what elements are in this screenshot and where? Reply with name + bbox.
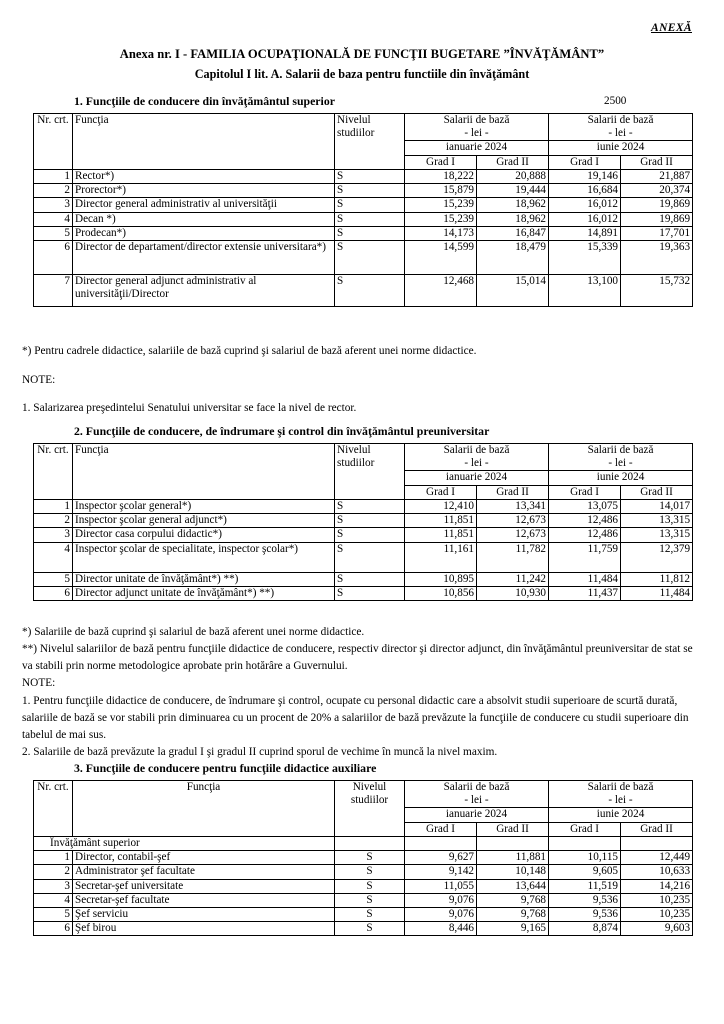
cell-iun-grad-1: 13,100: [549, 274, 621, 306]
cell-iun-grad-1: 11,484: [549, 572, 621, 586]
section-2-heading: 2. Funcţiile de conducere, de îndrumare şi control din învăţământul preuniversitar: [74, 424, 490, 438]
note-double-asterisk: **) Nivelul salariilor de bază pentru funcţiile didactice de conducere, respectiv director şi director adjunct, din învăţământul preuniversitar de stat se va stabili prin norme metodologice aprobate prin hotărâre a Guvernului.: [22, 643, 693, 673]
note-item-1: 1. Pentru funcţiile didactice de conducere, de îndrumare şi control, ocupate cu personal didactic care a absolvit studii superioare de scurtă durată, salariile de bază se vor stabili prin diminuarea cu un procent de 20% a salariilor de bază prevăzute la funcţiile de conducere cu studii superioare din tabelul de mai sus.: [22, 694, 689, 741]
nivel-line-2: studiilor: [337, 457, 375, 470]
table-row: [34, 514, 693, 528]
col-header-salarii-iunie-group: [549, 444, 693, 471]
col-header-ian-grad-2: Grad II: [477, 485, 549, 499]
cell-ian-grad-1: 10,895: [405, 572, 477, 586]
table-row: [34, 907, 693, 921]
cell-iun-grad-2: 10,633: [621, 865, 693, 879]
note-asterisk: *) Pentru cadrele didactice, salariile de bază cuprind şi salariul de bază aferent unei norme didactice.: [22, 345, 477, 358]
cell-ian-grad-2: 18,962: [477, 212, 549, 226]
group-filler-iun-g2: [621, 836, 693, 850]
cell-functia: Prodecan*): [73, 226, 335, 240]
cell-ian-grad-2: 10,148: [477, 865, 549, 879]
cell-nivel: S: [335, 514, 405, 528]
cell-nr: 5: [34, 907, 73, 921]
cell-iun-grad-1: 16,684: [549, 184, 621, 198]
col-header-nivel-studiilor: [335, 444, 405, 500]
table-header: [34, 781, 693, 837]
cell-iun-grad-2: 19,869: [621, 198, 693, 212]
col-header-ian-grad-2: Grad II: [477, 155, 549, 169]
col-header-iunie-2024: iunie 2024: [549, 808, 693, 822]
note-item-1: 1. Salarizarea preşedintelui Senatului universitar se face la nivel de rector.: [22, 402, 357, 415]
cell-ian-grad-2: 19,444: [477, 184, 549, 198]
table-row: [34, 572, 693, 586]
cell-nr: 2: [34, 184, 73, 198]
cell-nr: 5: [34, 226, 73, 240]
cell-iun-grad-1: 9,536: [549, 907, 621, 921]
cell-nivel: S: [335, 542, 405, 572]
note-asterisk: *) Salariile de bază cuprind şi salariul de bază aferent unei norme didactice.: [22, 626, 365, 638]
col-header-nr: Nr. crt.: [34, 444, 73, 500]
col-header-nivel-studiilor: [335, 114, 405, 170]
cell-nivel: S: [335, 865, 405, 879]
cell-ian-grad-1: 9,076: [405, 893, 477, 907]
cell-ian-grad-1: 12,410: [405, 499, 477, 513]
cell-nivel: S: [335, 184, 405, 198]
table-row: [34, 240, 693, 274]
cell-iun-grad-1: 8,874: [549, 922, 621, 936]
table-row: [34, 851, 693, 865]
cell-nivel: S: [335, 586, 405, 600]
cell-functia: Secretar-şef facultate: [73, 893, 335, 907]
cell-ian-grad-2: 13,341: [477, 499, 549, 513]
table-row: [34, 893, 693, 907]
cell-nivel: S: [335, 528, 405, 542]
anexa-label: ANEXĂ: [651, 22, 692, 34]
cell-functia: Inspector şcolar general adjunct*): [73, 514, 335, 528]
cell-iun-grad-2: 19,363: [621, 240, 693, 274]
cell-nr: 1: [34, 499, 73, 513]
table-functii-didactice-auxiliare: [33, 780, 693, 936]
cell-ian-grad-1: 11,161: [405, 542, 477, 572]
col-header-salarii-ianuarie-group: [405, 781, 549, 808]
lei-label: - lei -: [608, 457, 633, 470]
table-row: [34, 184, 693, 198]
col-header-nr: Nr. crt.: [34, 114, 73, 170]
col-header-salarii-ianuarie-group: [405, 444, 549, 471]
cell-nr: 2: [34, 865, 73, 879]
lei-label: - lei -: [464, 127, 489, 140]
cell-nr: 3: [34, 879, 73, 893]
cell-functia: Director, contabil-şef: [73, 851, 335, 865]
cell-functia: Director de departament/director extensie universitara*): [73, 240, 335, 274]
cell-iun-grad-2: 10,235: [621, 907, 693, 921]
cell-iun-grad-1: 10,115: [549, 851, 621, 865]
col-header-iun-grad-2: Grad II: [621, 822, 693, 836]
cell-ian-grad-1: 10,856: [405, 586, 477, 600]
col-header-iun-grad-1: Grad I: [549, 485, 621, 499]
cell-nivel: S: [335, 499, 405, 513]
cell-nivel: S: [335, 893, 405, 907]
cell-ian-grad-1: 9,142: [405, 865, 477, 879]
cell-ian-grad-1: 11,055: [405, 879, 477, 893]
cell-nivel: S: [335, 572, 405, 586]
cell-functia: Şef serviciu: [73, 907, 335, 921]
col-header-nr: Nr. crt.: [34, 781, 73, 837]
salarii-label: Salarii de bază: [587, 444, 654, 456]
cell-functia: Director general adjunct administrativ al universităţii/Director: [73, 274, 335, 306]
cell-nr: 1: [34, 851, 73, 865]
nivel-line-1: Nivelul: [337, 114, 371, 126]
cell-ian-grad-1: 9,076: [405, 907, 477, 921]
salarii-label: Salarii de bază: [587, 114, 654, 126]
col-header-salarii-iunie-group: [549, 114, 693, 141]
col-header-nivel-studiilor: [335, 781, 405, 837]
group-label-invatamant-superior: Învăţământ superior: [34, 836, 335, 850]
nivel-line-1: Nivelul: [352, 781, 387, 793]
col-header-functia: Funcţia: [73, 781, 335, 837]
cell-nivel: S: [335, 212, 405, 226]
cell-nr: 5: [34, 572, 73, 586]
cell-nr: 6: [34, 586, 73, 600]
salarii-label: Salarii de bază: [443, 781, 510, 793]
cell-ian-grad-1: 12,468: [405, 274, 477, 306]
cell-nivel: S: [335, 226, 405, 240]
cell-functia: Director general administrativ al universităţii: [73, 198, 335, 212]
cell-iun-grad-2: 11,812: [621, 572, 693, 586]
cell-nr: 2: [34, 514, 73, 528]
cell-ian-grad-2: 18,479: [477, 240, 549, 274]
lei-label: - lei -: [608, 127, 633, 140]
cell-ian-grad-2: 9,768: [477, 907, 549, 921]
cell-functia: Director casa corpului didactic*): [73, 528, 335, 542]
cell-nivel: S: [335, 274, 405, 306]
col-header-ian-grad-1: Grad I: [405, 485, 477, 499]
cell-nr: 4: [34, 212, 73, 226]
section-1-notes: [22, 332, 704, 428]
nivel-line-2: studiilor: [337, 127, 375, 140]
cell-ian-grad-1: 15,239: [405, 212, 477, 226]
lei-label: - lei -: [464, 457, 489, 470]
note-item-2: 2. Salariile de bază prevăzute la gradul I şi gradul II cuprind sporul de vechime în muncă la nivel maxim.: [22, 746, 498, 759]
col-header-ianuarie-2024: ianuarie 2024: [405, 808, 549, 822]
table-row: [34, 586, 693, 600]
cell-ian-grad-2: 9,165: [477, 922, 549, 936]
cell-iun-grad-1: 12,486: [549, 528, 621, 542]
cell-iun-grad-1: 9,605: [549, 865, 621, 879]
cell-iun-grad-2: 9,603: [621, 922, 693, 936]
cell-iun-grad-2: 13,315: [621, 514, 693, 528]
cell-nivel: S: [335, 851, 405, 865]
cell-nivel: S: [335, 169, 405, 183]
cell-functia: Director unitate de învăţământ*) **): [73, 572, 335, 586]
cell-iun-grad-1: 11,519: [549, 879, 621, 893]
cell-iun-grad-2: 14,017: [621, 499, 693, 513]
cell-nr: 7: [34, 274, 73, 306]
cell-iun-grad-2: 21,887: [621, 169, 693, 183]
cell-ian-grad-1: 14,173: [405, 226, 477, 240]
cell-ian-grad-2: 12,673: [477, 514, 549, 528]
cell-iun-grad-2: 20,374: [621, 184, 693, 198]
col-header-iunie-2024: iunie 2024: [549, 141, 693, 155]
table-row: [34, 212, 693, 226]
cell-functia: Decan *): [73, 212, 335, 226]
col-header-iunie-2024: iunie 2024: [549, 471, 693, 485]
cell-ian-grad-2: 20,888: [477, 169, 549, 183]
lei-label: - lei -: [608, 794, 633, 807]
cell-functia: Director adjunct unitate de învăţământ*) **): [73, 586, 335, 600]
col-header-iun-grad-1: Grad I: [549, 822, 621, 836]
cell-functia: Rector*): [73, 169, 335, 183]
cell-nr: 3: [34, 528, 73, 542]
cell-ian-grad-2: 15,014: [477, 274, 549, 306]
table-row: [34, 542, 693, 572]
cell-ian-grad-2: 9,768: [477, 893, 549, 907]
cell-iun-grad-1: 19,146: [549, 169, 621, 183]
cell-iun-grad-2: 13,315: [621, 528, 693, 542]
table-row: [34, 226, 693, 240]
nivel-line-1: Nivelul: [337, 444, 371, 456]
table-row: [34, 198, 693, 212]
cell-iun-grad-1: 9,536: [549, 893, 621, 907]
page-subtitle: Capitolul I lit. A. Salarii de baza pentru functiile din învăţământ: [194, 67, 530, 81]
table-row: [34, 169, 693, 183]
table-row: [34, 922, 693, 936]
group-filler-ian-g2: [477, 836, 549, 850]
salarii-label: Salarii de bază: [443, 114, 510, 126]
cell-ian-grad-2: 13,644: [477, 879, 549, 893]
nivel-line-2: studiilor: [350, 794, 389, 807]
col-header-ian-grad-1: Grad I: [405, 822, 477, 836]
note-label: NOTE:: [22, 677, 56, 690]
section-1-badge: 2500: [604, 95, 627, 107]
cell-functia: Inspector şcolar de specialitate, inspector şcolar*): [73, 542, 335, 572]
col-header-ian-grad-1: Grad I: [405, 155, 477, 169]
col-header-salarii-ianuarie-group: [405, 114, 549, 141]
cell-nr: 6: [34, 922, 73, 936]
page-title: Anexa nr. I - FAMILIA OCUPAŢIONALĂ DE FUNCŢII BUGETARE ”ÎNVĂŢĂMÂNT”: [119, 47, 605, 61]
col-header-iun-grad-1: Grad I: [549, 155, 621, 169]
group-filler-ian-g1: [405, 836, 477, 850]
cell-nivel: S: [335, 907, 405, 921]
cell-iun-grad-2: 19,869: [621, 212, 693, 226]
col-header-ianuarie-2024: ianuarie 2024: [405, 141, 549, 155]
cell-nr: 6: [34, 240, 73, 274]
section-3-heading: 3. Funcţiile de conducere pentru funcţiile didactice auxiliare: [74, 761, 377, 775]
cell-iun-grad-1: 16,012: [549, 212, 621, 226]
col-header-iun-grad-2: Grad II: [621, 155, 693, 169]
col-header-ian-grad-2: Grad II: [477, 822, 549, 836]
cell-ian-grad-2: 12,673: [477, 528, 549, 542]
table-functii-conducere-preuniversitar: [33, 443, 693, 601]
col-header-iun-grad-2: Grad II: [621, 485, 693, 499]
cell-ian-grad-1: 14,599: [405, 240, 477, 274]
cell-iun-grad-2: 12,449: [621, 851, 693, 865]
cell-nivel: S: [335, 922, 405, 936]
cell-ian-grad-1: 9,627: [405, 851, 477, 865]
cell-nr: 4: [34, 893, 73, 907]
table-header: [34, 114, 693, 170]
cell-ian-grad-2: 10,930: [477, 586, 549, 600]
cell-nivel: S: [335, 198, 405, 212]
cell-functia: Şef birou: [73, 922, 335, 936]
cell-nr: 4: [34, 542, 73, 572]
cell-iun-grad-1: 11,759: [549, 542, 621, 572]
cell-ian-grad-1: 15,879: [405, 184, 477, 198]
salarii-label: Salarii de bază: [443, 444, 510, 456]
group-filler-nivel: [335, 836, 405, 850]
cell-functia: Secretar-şef universitate: [73, 879, 335, 893]
cell-nr: 3: [34, 198, 73, 212]
cell-ian-grad-1: 8,446: [405, 922, 477, 936]
cell-iun-grad-2: 11,484: [621, 586, 693, 600]
salarii-label: Salarii de bază: [587, 781, 654, 793]
col-header-functia: Funcţia: [73, 444, 335, 500]
lei-label: - lei -: [464, 794, 489, 807]
table-functii-conducere-invatamant-superior: [33, 113, 693, 307]
cell-ian-grad-2: 11,881: [477, 851, 549, 865]
cell-ian-grad-2: 18,962: [477, 198, 549, 212]
table-group-row: [34, 836, 693, 850]
cell-ian-grad-2: 11,242: [477, 572, 549, 586]
cell-nr: 1: [34, 169, 73, 183]
cell-iun-grad-2: 12,379: [621, 542, 693, 572]
group-filler-iun-g1: [549, 836, 621, 850]
table-row: [34, 865, 693, 879]
col-header-ianuarie-2024: ianuarie 2024: [405, 471, 549, 485]
table-row: [34, 274, 693, 306]
cell-ian-grad-2: 11,782: [477, 542, 549, 572]
cell-ian-grad-2: 16,847: [477, 226, 549, 240]
cell-iun-grad-1: 12,486: [549, 514, 621, 528]
cell-iun-grad-2: 17,701: [621, 226, 693, 240]
cell-iun-grad-2: 15,732: [621, 274, 693, 306]
table-row: [34, 879, 693, 893]
cell-iun-grad-1: 11,437: [549, 586, 621, 600]
cell-ian-grad-1: 11,851: [405, 528, 477, 542]
cell-functia: Administrator şef facultate: [73, 865, 335, 879]
col-header-salarii-iunie-group: [549, 781, 693, 808]
section-2-notes: [22, 624, 704, 761]
col-header-functia: Funcţia: [73, 114, 335, 170]
cell-ian-grad-1: 18,222: [405, 169, 477, 183]
section-1-heading: 1. Funcţiile de conducere din învăţământul superior: [74, 94, 335, 108]
cell-functia: Prorector*): [73, 184, 335, 198]
cell-nivel: S: [335, 879, 405, 893]
cell-iun-grad-1: 15,339: [549, 240, 621, 274]
cell-iun-grad-2: 14,216: [621, 879, 693, 893]
cell-iun-grad-1: 13,075: [549, 499, 621, 513]
note-label: NOTE:: [22, 373, 56, 386]
cell-iun-grad-1: 16,012: [549, 198, 621, 212]
table-row: [34, 528, 693, 542]
cell-functia: Inspector şcolar general*): [73, 499, 335, 513]
cell-iun-grad-1: 14,891: [549, 226, 621, 240]
table-row: [34, 499, 693, 513]
cell-iun-grad-2: 10,235: [621, 893, 693, 907]
cell-nivel: S: [335, 240, 405, 274]
table-header: [34, 444, 693, 500]
cell-ian-grad-1: 15,239: [405, 198, 477, 212]
cell-ian-grad-1: 11,851: [405, 514, 477, 528]
